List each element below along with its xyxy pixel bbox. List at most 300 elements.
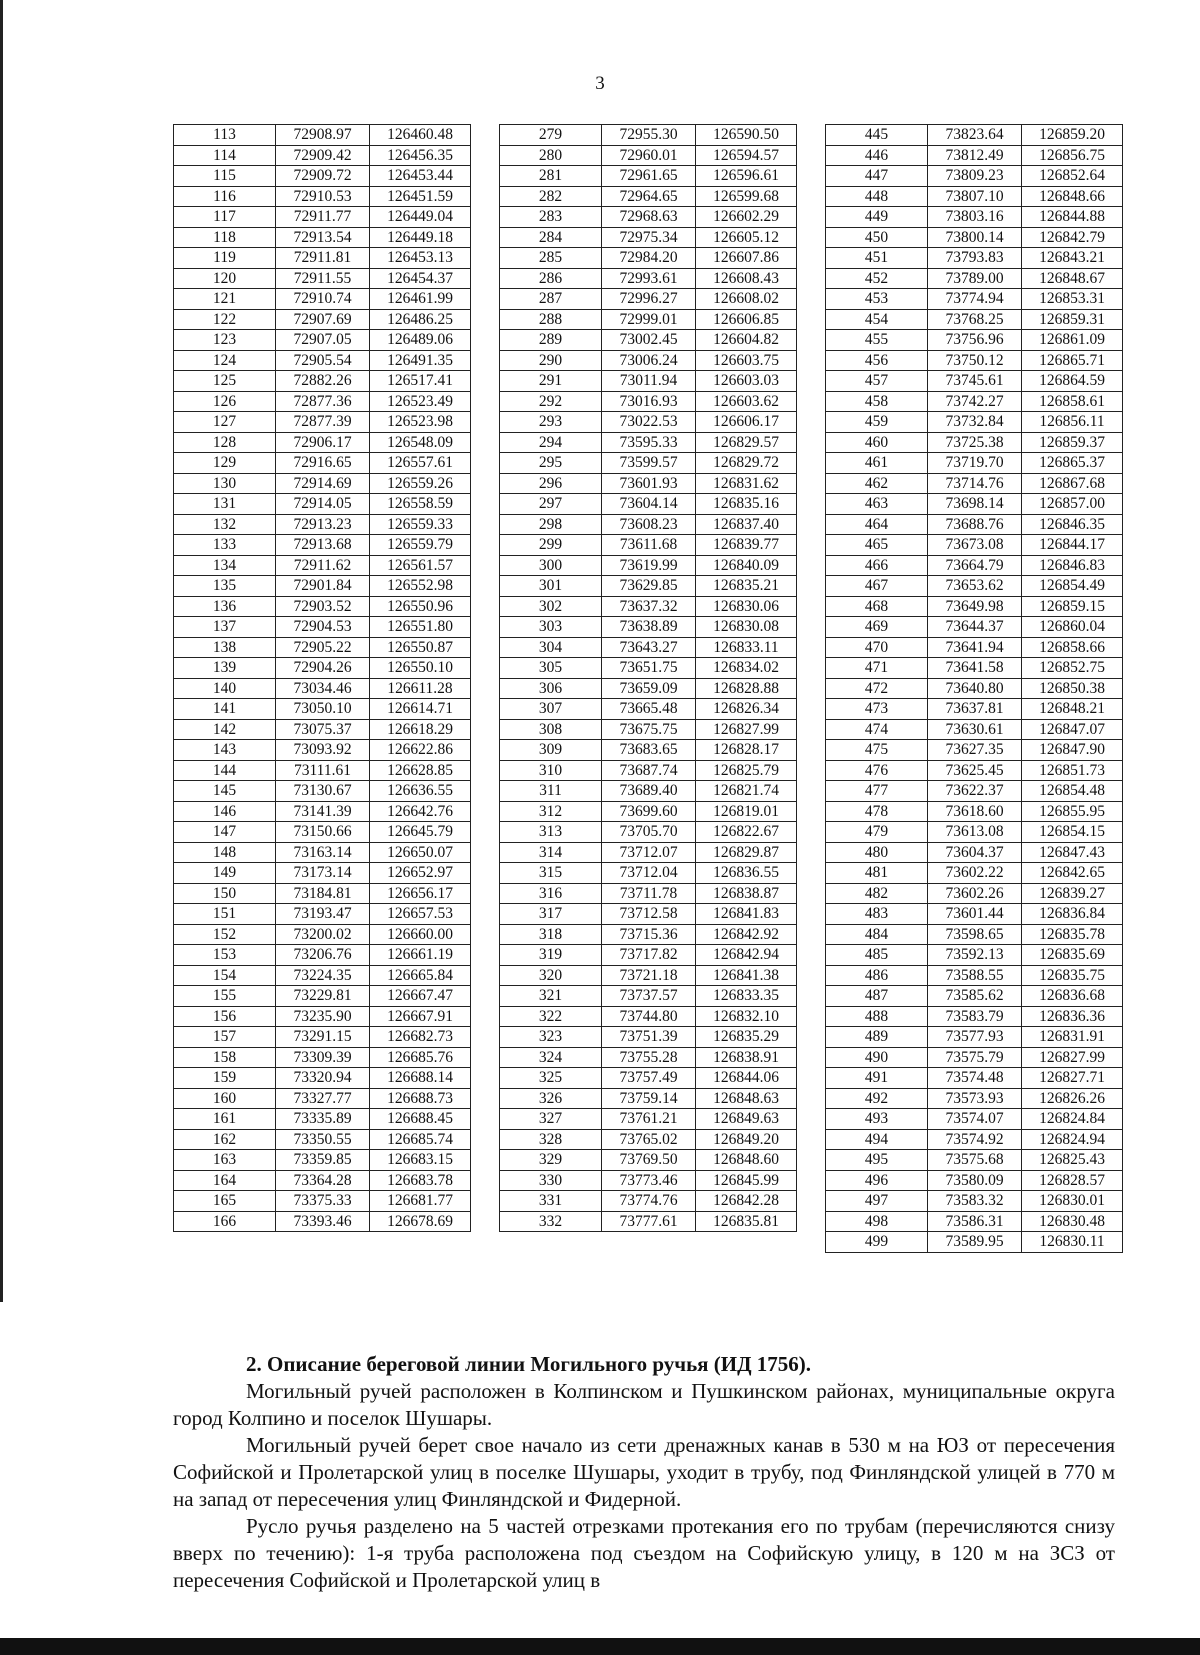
table-row — [500, 596, 797, 617]
table-row — [500, 1191, 797, 1212]
coordinates-table-3 — [825, 124, 1123, 1253]
y-coordinate-cell: 126650.07 — [370, 842, 471, 863]
point-number-cell: 285 — [500, 248, 602, 269]
x-coordinate-cell: 72964.65 — [602, 186, 696, 207]
table-row — [174, 658, 471, 679]
x-coordinate-cell: 73206.76 — [276, 945, 370, 966]
x-coordinate-cell: 73359.85 — [276, 1150, 370, 1171]
x-coordinate-cell: 73075.37 — [276, 719, 370, 740]
x-coordinate-cell: 72877.36 — [276, 391, 370, 412]
x-coordinate-cell: 73574.92 — [928, 1129, 1022, 1150]
table-row — [174, 453, 471, 474]
point-number-cell: 451 — [826, 248, 928, 269]
y-coordinate-cell: 126822.67 — [696, 822, 797, 843]
point-number-cell: 138 — [174, 637, 276, 658]
y-coordinate-cell: 126824.94 — [1022, 1129, 1123, 1150]
table-row — [174, 309, 471, 330]
point-number-cell: 306 — [500, 678, 602, 699]
y-coordinate-cell: 126857.00 — [1022, 494, 1123, 515]
point-number-cell: 128 — [174, 432, 276, 453]
x-coordinate-cell: 73683.65 — [602, 740, 696, 761]
x-coordinate-cell: 72909.42 — [276, 145, 370, 166]
table-row — [826, 1068, 1123, 1089]
x-coordinate-cell: 73619.99 — [602, 555, 696, 576]
point-number-cell: 149 — [174, 863, 276, 884]
table-row — [174, 268, 471, 289]
table-row — [826, 863, 1123, 884]
y-coordinate-cell: 126842.79 — [1022, 227, 1123, 248]
table-row — [174, 186, 471, 207]
table-row — [500, 371, 797, 392]
y-coordinate-cell: 126596.61 — [696, 166, 797, 187]
table-row — [174, 637, 471, 658]
x-coordinate-cell: 73577.93 — [928, 1027, 1022, 1048]
point-number-cell: 469 — [826, 617, 928, 638]
point-number-cell: 293 — [500, 412, 602, 433]
point-number-cell: 123 — [174, 330, 276, 351]
x-coordinate-cell: 73618.60 — [928, 801, 1022, 822]
y-coordinate-cell: 126844.06 — [696, 1068, 797, 1089]
point-number-cell: 472 — [826, 678, 928, 699]
table-row — [500, 637, 797, 658]
table-row — [174, 924, 471, 945]
point-number-cell: 489 — [826, 1027, 928, 1048]
y-coordinate-cell: 126456.35 — [370, 145, 471, 166]
x-coordinate-cell: 73309.39 — [276, 1047, 370, 1068]
table-row — [826, 166, 1123, 187]
table-row — [174, 781, 471, 802]
y-coordinate-cell: 126828.17 — [696, 740, 797, 761]
table-row — [174, 1191, 471, 1212]
x-coordinate-cell: 72903.52 — [276, 596, 370, 617]
x-coordinate-cell: 72877.39 — [276, 412, 370, 433]
table-row — [174, 1129, 471, 1150]
y-coordinate-cell: 126841.83 — [696, 904, 797, 925]
x-coordinate-cell: 73689.40 — [602, 781, 696, 802]
y-coordinate-cell: 126846.83 — [1022, 555, 1123, 576]
point-number-cell: 159 — [174, 1068, 276, 1089]
x-coordinate-cell: 73711.78 — [602, 883, 696, 904]
table-row — [174, 1211, 471, 1232]
point-number-cell: 165 — [174, 1191, 276, 1212]
table-row — [500, 781, 797, 802]
coordinates-table-2 — [499, 124, 797, 1232]
y-coordinate-cell: 126604.82 — [696, 330, 797, 351]
point-number-cell: 130 — [174, 473, 276, 494]
table-row — [826, 760, 1123, 781]
x-coordinate-cell: 72960.01 — [602, 145, 696, 166]
x-coordinate-cell: 73595.33 — [602, 432, 696, 453]
y-coordinate-cell: 126836.84 — [1022, 904, 1123, 925]
x-coordinate-cell: 73589.95 — [928, 1232, 1022, 1253]
table-row — [500, 1068, 797, 1089]
point-number-cell: 445 — [826, 125, 928, 146]
point-number-cell: 331 — [500, 1191, 602, 1212]
x-coordinate-cell: 73200.02 — [276, 924, 370, 945]
table-row — [500, 268, 797, 289]
y-coordinate-cell: 126835.81 — [696, 1211, 797, 1232]
table-row — [174, 1170, 471, 1191]
y-coordinate-cell: 126847.90 — [1022, 740, 1123, 761]
x-coordinate-cell: 72909.72 — [276, 166, 370, 187]
x-coordinate-cell: 73717.82 — [602, 945, 696, 966]
y-coordinate-cell: 126856.75 — [1022, 145, 1123, 166]
x-coordinate-cell: 72910.74 — [276, 289, 370, 310]
y-coordinate-cell: 126853.31 — [1022, 289, 1123, 310]
point-number-cell: 329 — [500, 1150, 602, 1171]
table-row — [500, 1006, 797, 1027]
x-coordinate-cell: 73719.70 — [928, 453, 1022, 474]
x-coordinate-cell: 73698.14 — [928, 494, 1022, 515]
point-number-cell: 146 — [174, 801, 276, 822]
y-coordinate-cell: 126590.50 — [696, 125, 797, 146]
table-row — [174, 473, 471, 494]
point-number-cell: 461 — [826, 453, 928, 474]
table-row — [174, 945, 471, 966]
table-row — [174, 432, 471, 453]
table-row — [174, 576, 471, 597]
point-number-cell: 487 — [826, 986, 928, 1007]
point-number-cell: 315 — [500, 863, 602, 884]
y-coordinate-cell: 126859.37 — [1022, 432, 1123, 453]
x-coordinate-cell: 73573.93 — [928, 1088, 1022, 1109]
y-coordinate-cell: 126486.25 — [370, 309, 471, 330]
point-number-cell: 152 — [174, 924, 276, 945]
table-row — [174, 145, 471, 166]
table-row — [174, 801, 471, 822]
point-number-cell: 470 — [826, 637, 928, 658]
x-coordinate-cell: 73638.89 — [602, 617, 696, 638]
table-row — [174, 904, 471, 925]
paragraph-location: Могильный ручей расположен в Колпинском и Пушкинском районах, муниципальные округа город Колпино и поселок Шушары. — [173, 1379, 1115, 1430]
y-coordinate-cell: 126826.34 — [696, 699, 797, 720]
y-coordinate-cell: 126824.84 — [1022, 1109, 1123, 1130]
point-number-cell: 477 — [826, 781, 928, 802]
y-coordinate-cell: 126855.95 — [1022, 801, 1123, 822]
y-coordinate-cell: 126865.71 — [1022, 350, 1123, 371]
table-row — [500, 1109, 797, 1130]
y-coordinate-cell: 126557.61 — [370, 453, 471, 474]
point-number-cell: 490 — [826, 1047, 928, 1068]
table-row — [500, 453, 797, 474]
y-coordinate-cell: 126829.87 — [696, 842, 797, 863]
y-coordinate-cell: 126842.94 — [696, 945, 797, 966]
table-row — [826, 371, 1123, 392]
table-row — [500, 699, 797, 720]
point-number-cell: 328 — [500, 1129, 602, 1150]
x-coordinate-cell: 73641.94 — [928, 637, 1022, 658]
table-row — [500, 350, 797, 371]
x-coordinate-cell: 73800.14 — [928, 227, 1022, 248]
x-coordinate-cell: 73575.79 — [928, 1047, 1022, 1068]
table-row — [500, 822, 797, 843]
x-coordinate-cell: 73777.61 — [602, 1211, 696, 1232]
table-row — [826, 248, 1123, 269]
table-row — [500, 1170, 797, 1191]
point-number-cell: 475 — [826, 740, 928, 761]
y-coordinate-cell: 126836.68 — [1022, 986, 1123, 1007]
table-row — [500, 309, 797, 330]
table-row — [174, 555, 471, 576]
x-coordinate-cell: 73745.61 — [928, 371, 1022, 392]
y-coordinate-cell: 126608.02 — [696, 289, 797, 310]
x-coordinate-cell: 73583.32 — [928, 1191, 1022, 1212]
point-number-cell: 121 — [174, 289, 276, 310]
y-coordinate-cell: 126836.36 — [1022, 1006, 1123, 1027]
y-coordinate-cell: 126642.76 — [370, 801, 471, 822]
point-number-cell: 486 — [826, 965, 928, 986]
x-coordinate-cell: 72911.77 — [276, 207, 370, 228]
y-coordinate-cell: 126851.73 — [1022, 760, 1123, 781]
x-coordinate-cell: 73812.49 — [928, 145, 1022, 166]
table-row — [826, 596, 1123, 617]
point-number-cell: 117 — [174, 207, 276, 228]
x-coordinate-cell: 73327.77 — [276, 1088, 370, 1109]
table-row — [826, 924, 1123, 945]
x-coordinate-cell: 73575.68 — [928, 1150, 1022, 1171]
y-coordinate-cell: 126688.45 — [370, 1109, 471, 1130]
x-coordinate-cell: 73193.47 — [276, 904, 370, 925]
y-coordinate-cell: 126449.04 — [370, 207, 471, 228]
table-row — [500, 617, 797, 638]
table-row — [826, 781, 1123, 802]
x-coordinate-cell: 73320.94 — [276, 1068, 370, 1089]
table-row — [826, 637, 1123, 658]
x-coordinate-cell: 73751.39 — [602, 1027, 696, 1048]
table-row — [826, 719, 1123, 740]
point-number-cell: 312 — [500, 801, 602, 822]
point-number-cell: 119 — [174, 248, 276, 269]
y-coordinate-cell: 126850.38 — [1022, 678, 1123, 699]
point-number-cell: 313 — [500, 822, 602, 843]
section-title: 2. Описание береговой линии Могильного ручья (ИД 1756). — [246, 1352, 812, 1376]
y-coordinate-cell: 126825.79 — [696, 760, 797, 781]
table-row — [174, 514, 471, 535]
y-coordinate-cell: 126607.86 — [696, 248, 797, 269]
table-row — [500, 330, 797, 351]
coordinates-table-1 — [173, 124, 471, 1232]
point-number-cell: 307 — [500, 699, 602, 720]
point-number-cell: 457 — [826, 371, 928, 392]
y-coordinate-cell: 126829.57 — [696, 432, 797, 453]
table-row — [500, 842, 797, 863]
point-number-cell: 456 — [826, 350, 928, 371]
table-row — [826, 576, 1123, 597]
y-coordinate-cell: 126489.06 — [370, 330, 471, 351]
x-coordinate-cell: 73750.12 — [928, 350, 1022, 371]
y-coordinate-cell: 126551.80 — [370, 617, 471, 638]
table-row — [826, 1191, 1123, 1212]
point-number-cell: 463 — [826, 494, 928, 515]
point-number-cell: 133 — [174, 535, 276, 556]
y-coordinate-cell: 126848.21 — [1022, 699, 1123, 720]
y-coordinate-cell: 126852.75 — [1022, 658, 1123, 679]
table-row — [174, 1068, 471, 1089]
point-number-cell: 283 — [500, 207, 602, 228]
point-number-cell: 496 — [826, 1170, 928, 1191]
x-coordinate-cell: 73773.46 — [602, 1170, 696, 1191]
point-number-cell: 156 — [174, 1006, 276, 1027]
table-row — [826, 145, 1123, 166]
y-coordinate-cell: 126839.77 — [696, 535, 797, 556]
point-number-cell: 280 — [500, 145, 602, 166]
point-number-cell: 464 — [826, 514, 928, 535]
table-row — [826, 1211, 1123, 1232]
point-number-cell: 297 — [500, 494, 602, 515]
table-row — [174, 350, 471, 371]
x-coordinate-cell: 73651.75 — [602, 658, 696, 679]
table-row — [174, 842, 471, 863]
table-row — [826, 965, 1123, 986]
x-coordinate-cell: 73742.27 — [928, 391, 1022, 412]
point-number-cell: 294 — [500, 432, 602, 453]
point-number-cell: 325 — [500, 1068, 602, 1089]
point-number-cell: 330 — [500, 1170, 602, 1191]
point-number-cell: 453 — [826, 289, 928, 310]
table-row — [500, 1129, 797, 1150]
y-coordinate-cell: 126849.63 — [696, 1109, 797, 1130]
point-number-cell: 498 — [826, 1211, 928, 1232]
y-coordinate-cell: 126603.75 — [696, 350, 797, 371]
table-row — [174, 1047, 471, 1068]
table-row — [174, 1027, 471, 1048]
point-number-cell: 291 — [500, 371, 602, 392]
table-row — [500, 658, 797, 679]
point-number-cell: 468 — [826, 596, 928, 617]
table-row — [500, 248, 797, 269]
table-row — [826, 227, 1123, 248]
point-number-cell: 465 — [826, 535, 928, 556]
y-coordinate-cell: 126827.99 — [696, 719, 797, 740]
point-number-cell: 140 — [174, 678, 276, 699]
point-number-cell: 290 — [500, 350, 602, 371]
table-row — [826, 842, 1123, 863]
y-coordinate-cell: 126618.29 — [370, 719, 471, 740]
table-row — [174, 1088, 471, 1109]
table-row — [826, 186, 1123, 207]
y-coordinate-cell: 126614.71 — [370, 699, 471, 720]
y-coordinate-cell: 126685.76 — [370, 1047, 471, 1068]
x-coordinate-cell: 73022.53 — [602, 412, 696, 433]
point-number-cell: 132 — [174, 514, 276, 535]
y-coordinate-cell: 126660.00 — [370, 924, 471, 945]
x-coordinate-cell: 73803.16 — [928, 207, 1022, 228]
table-row — [174, 617, 471, 638]
y-coordinate-cell: 126828.88 — [696, 678, 797, 699]
x-coordinate-cell: 73604.14 — [602, 494, 696, 515]
point-number-cell: 116 — [174, 186, 276, 207]
table-row — [174, 207, 471, 228]
table-row — [826, 432, 1123, 453]
x-coordinate-cell: 73235.90 — [276, 1006, 370, 1027]
y-coordinate-cell: 126826.26 — [1022, 1088, 1123, 1109]
point-number-cell: 321 — [500, 986, 602, 1007]
x-coordinate-cell: 73688.76 — [928, 514, 1022, 535]
y-coordinate-cell: 126688.14 — [370, 1068, 471, 1089]
x-coordinate-cell: 72906.17 — [276, 432, 370, 453]
y-coordinate-cell: 126840.09 — [696, 555, 797, 576]
x-coordinate-cell: 73757.49 — [602, 1068, 696, 1089]
point-number-cell: 131 — [174, 494, 276, 515]
table-row — [500, 555, 797, 576]
y-coordinate-cell: 126836.55 — [696, 863, 797, 884]
section-text — [173, 1351, 1115, 1594]
x-coordinate-cell: 73756.96 — [928, 330, 1022, 351]
table-row — [826, 535, 1123, 556]
point-number-cell: 287 — [500, 289, 602, 310]
x-coordinate-cell: 73759.14 — [602, 1088, 696, 1109]
table-row — [174, 248, 471, 269]
table-row — [174, 699, 471, 720]
table-row — [826, 1027, 1123, 1048]
x-coordinate-cell: 73687.74 — [602, 760, 696, 781]
y-coordinate-cell: 126834.02 — [696, 658, 797, 679]
x-coordinate-cell: 72908.97 — [276, 125, 370, 146]
table-row — [174, 1006, 471, 1027]
table-row — [826, 309, 1123, 330]
table-row — [174, 494, 471, 515]
point-number-cell: 332 — [500, 1211, 602, 1232]
y-coordinate-cell: 126685.74 — [370, 1129, 471, 1150]
point-number-cell: 135 — [174, 576, 276, 597]
x-coordinate-cell: 73588.55 — [928, 965, 1022, 986]
table-row — [174, 330, 471, 351]
y-coordinate-cell: 126858.61 — [1022, 391, 1123, 412]
y-coordinate-cell: 126603.03 — [696, 371, 797, 392]
point-number-cell: 154 — [174, 965, 276, 986]
x-coordinate-cell: 72913.54 — [276, 227, 370, 248]
x-coordinate-cell: 73050.10 — [276, 699, 370, 720]
point-number-cell: 455 — [826, 330, 928, 351]
table-row — [174, 412, 471, 433]
table-row — [174, 125, 471, 146]
y-coordinate-cell: 126861.09 — [1022, 330, 1123, 351]
x-coordinate-cell: 73224.35 — [276, 965, 370, 986]
y-coordinate-cell: 126558.59 — [370, 494, 471, 515]
x-coordinate-cell: 73592.13 — [928, 945, 1022, 966]
x-coordinate-cell: 73629.85 — [602, 576, 696, 597]
y-coordinate-cell: 126835.21 — [696, 576, 797, 597]
point-number-cell: 324 — [500, 1047, 602, 1068]
x-coordinate-cell: 73580.09 — [928, 1170, 1022, 1191]
x-coordinate-cell: 73744.80 — [602, 1006, 696, 1027]
y-coordinate-cell: 126856.11 — [1022, 412, 1123, 433]
point-number-cell: 284 — [500, 227, 602, 248]
point-number-cell: 150 — [174, 883, 276, 904]
y-coordinate-cell: 126835.78 — [1022, 924, 1123, 945]
point-number-cell: 162 — [174, 1129, 276, 1150]
table-row — [826, 1150, 1123, 1171]
y-coordinate-cell: 126829.72 — [696, 453, 797, 474]
y-coordinate-cell: 126821.74 — [696, 781, 797, 802]
y-coordinate-cell: 126835.69 — [1022, 945, 1123, 966]
x-coordinate-cell: 73809.23 — [928, 166, 1022, 187]
x-coordinate-cell: 73375.33 — [276, 1191, 370, 1212]
point-number-cell: 474 — [826, 719, 928, 740]
table-row — [826, 330, 1123, 351]
table-row — [826, 945, 1123, 966]
table-row — [826, 1088, 1123, 1109]
x-coordinate-cell: 73598.65 — [928, 924, 1022, 945]
point-number-cell: 492 — [826, 1088, 928, 1109]
x-coordinate-cell: 73034.46 — [276, 678, 370, 699]
point-number-cell: 163 — [174, 1150, 276, 1171]
point-number-cell: 151 — [174, 904, 276, 925]
x-coordinate-cell: 73599.57 — [602, 453, 696, 474]
table-row — [174, 535, 471, 556]
y-coordinate-cell: 126606.85 — [696, 309, 797, 330]
x-coordinate-cell: 72996.27 — [602, 289, 696, 310]
